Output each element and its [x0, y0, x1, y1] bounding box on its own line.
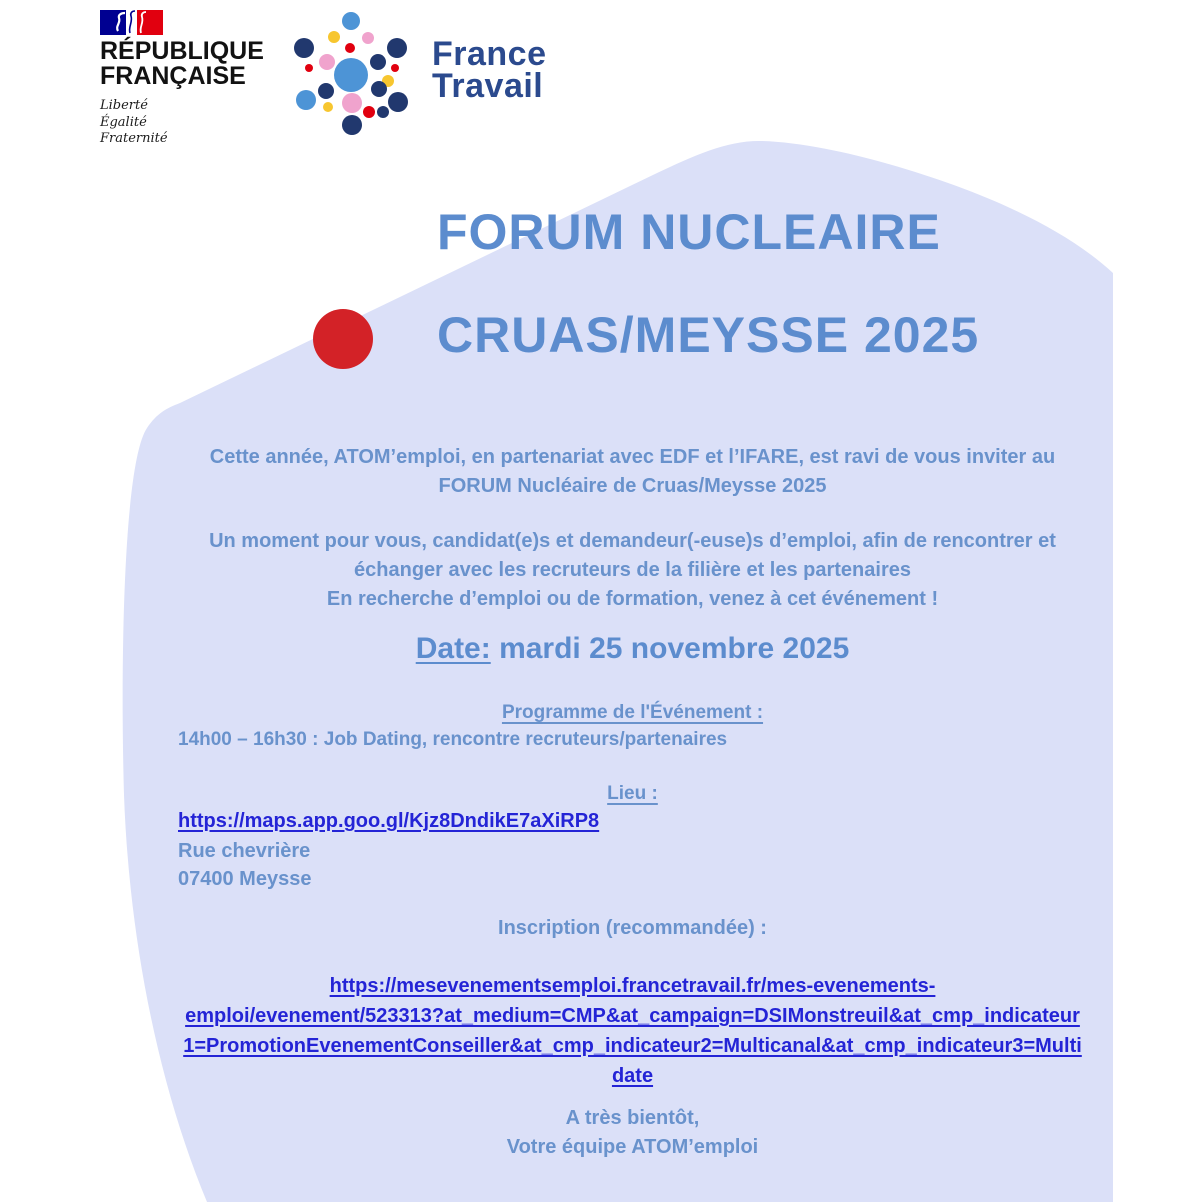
closing-line2: Votre équipe ATOM’emploi	[506, 1136, 759, 1158]
address-city: 07400 Meysse	[178, 868, 312, 890]
page-title-line2: CRUAS/MEYSSE 2025	[437, 307, 980, 363]
rf-motto-liberte: Liberté	[100, 98, 148, 113]
inscription-link-line1[interactable]: https://mesevenementsemploi.francetravail.fr/mes-evenements-	[329, 975, 936, 997]
inscription-link-line2[interactable]: emploi/evenement/523313?at_medium=CMP&at_campaign=DSIMonstreuil&at_cmp_indicateur	[185, 1005, 1080, 1027]
pitch-paragraph	[145, 527, 1120, 614]
rf-motto-egalite: Égalité	[100, 114, 147, 130]
rf-name-line2: FRANÇAISE	[100, 62, 246, 90]
maps-link-row	[145, 809, 1120, 833]
inscription-link[interactable]	[145, 971, 1120, 1091]
rf-motto-fraternite: Fraternité	[100, 131, 168, 146]
inscription-heading: Inscription (recommandée) :	[498, 917, 767, 939]
programme-schedule: 14h00 – 16h30 : Job Dating, rencontre recruteurs/partenaires	[178, 729, 728, 750]
intro-line2: FORUM Nucléaire de Cruas/Meysse 2025	[438, 475, 827, 497]
inscription-link-line3[interactable]: 1=PromotionEvenementConseiller&at_cmp_indicateur2=Multicanal&at_cmp_indicateur3=Multi	[183, 1035, 1082, 1057]
event-date	[145, 632, 1120, 666]
intro-line1: Cette année, ATOM’emploi, en partenariat avec EDF et l’IFARE, est ravi de vous inviter au	[209, 446, 1056, 468]
lieu-heading: Lieu :	[607, 783, 658, 804]
date-label: Date:	[415, 632, 491, 665]
pitch-line2: échanger avec les recruteurs de la filière et les partenaires	[354, 559, 911, 581]
rf-name-line1: RÉPUBLIQUE	[100, 37, 264, 65]
inscription-link-block	[145, 971, 1120, 1091]
intro-paragraph	[145, 443, 1120, 501]
programme-heading: Programme de l'Événement :	[501, 702, 764, 723]
inscription-link-line4[interactable]: date	[611, 1065, 654, 1087]
content-column	[145, 0, 1120, 1202]
address-street: Rue chevrière	[178, 840, 311, 862]
france-travail-word1: France	[432, 35, 547, 73]
pitch-line1: Un moment pour vous, candidat(e)s et demandeur(-euse)s d’emploi, afin de rencontrer et	[209, 530, 1056, 552]
france-travail-word2: Travail	[432, 67, 544, 105]
google-maps-link[interactable]: https://maps.app.goo.gl/Kjz8DndikE7aXiRP8	[178, 810, 600, 832]
pitch-line3: En recherche d’emploi ou de formation, venez à cet événement !	[326, 588, 939, 610]
closing-line1: A très bientôt,	[565, 1107, 700, 1129]
closing-paragraph	[145, 1104, 1120, 1162]
date-value: mardi 25 novembre 2025	[490, 632, 850, 665]
page-title-line1: FORUM NUCLEAIRE	[437, 204, 941, 260]
